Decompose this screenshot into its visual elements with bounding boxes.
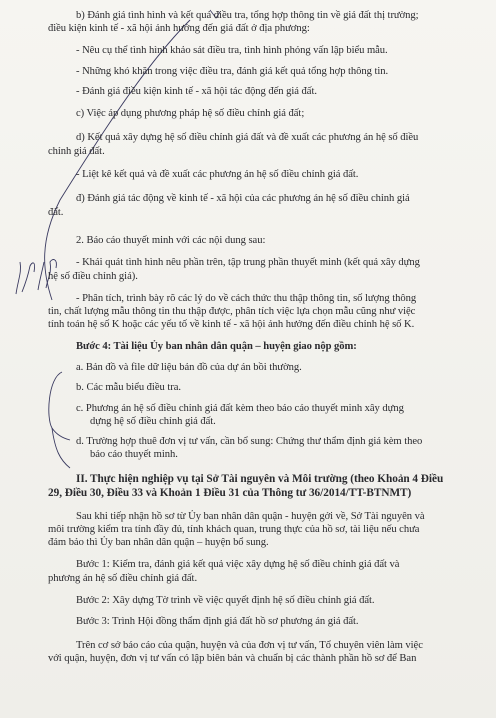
para-receive-cont2: đảm bảo thì Ủy ban nhân dân quận – huyện bổ sung. <box>48 537 269 548</box>
line-dd-cont: đất. <box>48 207 64 218</box>
section-II-title-cont: 29, Điều 30, Điều 33 và Khoản 1 Điều 31 của Thông tư 36/2014/TT-BTNMT) <box>48 487 412 499</box>
bullet-list-results: - Liệt kê kết quả và đề xuất các phương án hệ số điều chỉnh giá đất. <box>76 169 359 180</box>
step-4-title: Bước 4: Tài liệu Ủy ban nhân dân quận – huyện giao nộp gồm: <box>76 341 357 352</box>
bullet-analysis: - Phân tích, trình bày rõ các lý do về cách thức thu thập thông tin, số lượng thông <box>76 293 417 304</box>
section-2-title: 2. Báo cáo thuyết minh với các nội dung sau: <box>76 235 266 246</box>
bullet-analysis-cont1: tin, chất lượng mẫu thông tin thu thập được, phân tích việc lựa chọn mẫu cũng như việc <box>48 306 416 317</box>
step-2: Bước 2: Xây dựng Tờ trình về việc quyết định hệ số điều chỉnh giá đất. <box>76 595 375 606</box>
bullet-conditions: - Đánh giá điều kiện kinh tế - xã hội tác động đến giá đất. <box>76 86 317 97</box>
step-1-cont: phương án hệ số điều chỉnh giá đất. <box>48 573 198 584</box>
line-d-title: d) Kết quả xây dựng hệ số điều chỉnh giá đất và đề xuất các phương án hệ số điều <box>76 132 419 143</box>
para-receive: Sau khi tiếp nhận hồ sơ từ Ủy ban nhân dân quận - huyện gởi về, Sở Tài nguyên và <box>76 511 425 522</box>
line-c: c) Việc áp dụng phương pháp hệ số điều chỉnh giá đất; <box>76 108 305 119</box>
line-b-cont: điều kiện kinh tế - xã hội ảnh hưởng đến giá đất ở địa phương: <box>48 23 310 34</box>
section-II-title: II. Thực hiện nghiệp vụ tại Sở Tài nguyên và Môi trường (theo Khoản 4 Điều <box>76 473 444 485</box>
para-basis: Trên cơ sở báo cáo của quận, huyện và của đơn vị tư vấn, Tổ chuyên viên làm việc <box>76 640 423 651</box>
line-d-cont: chỉnh giá đất. <box>48 146 105 157</box>
para-basis-cont: với quận, huyện, đơn vị tư vấn có lập biên bản và chuẩn bị các thành phần hồ sơ để Ban <box>48 653 417 664</box>
bullet-analysis-cont2: tính toán hệ số K hoặc các yếu tố về kinh tế - xã hội ảnh hưởng đến điều chỉnh hệ số K. <box>48 319 415 330</box>
line-dd-title: đ) Đánh giá tác động về kinh tế - xã hội của các phương án hệ số điều chỉnh giá <box>76 193 410 204</box>
item-b: b. Các mẫu biểu điều tra. <box>76 382 181 393</box>
line-b-title: b) Đánh giá tình hình và kết quả điều tra, tổng hợp thông tin về giá đất thị trường; <box>76 10 419 21</box>
bullet-difficulties: - Những khó khăn trong việc điều tra, đánh giá kết quả tổng hợp thông tin. <box>76 66 389 77</box>
item-d: d. Trường hợp thuê đơn vị tư vấn, cần bổ sung: Chứng thư thẩm định giá kèm theo <box>76 436 423 447</box>
bullet-survey: - Nêu cụ thể tình hình khảo sát điều tra, tình hình phỏng vấn lập biểu mẫu. <box>76 45 388 56</box>
bullet-overview: - Khái quát tình hình nêu phần trên, tập trung phần thuyết minh (kết quả xây dựng <box>76 257 420 268</box>
bullet-overview-cont: hệ số điều chỉnh giá). <box>48 271 138 282</box>
handwriting-scribble-icon <box>8 232 68 302</box>
item-d-cont: báo cáo thuyết minh. <box>90 449 178 460</box>
step-1: Bước 1: Kiểm tra, đánh giá kết quả việc xây dựng hệ số điều chỉnh giá đất và <box>76 559 400 570</box>
item-a: a. Bản đồ và file dữ liệu bản đồ của dự án bồi thường. <box>76 362 302 373</box>
para-receive-cont1: môi trường kiểm tra tính đầy đủ, tính khách quan, trung thực của hồ sơ, tài liệu nếu chưa <box>48 524 420 535</box>
margin-handwriting <box>8 232 68 302</box>
step-3: Bước 3: Trình Hội đồng thẩm định giá đất hồ sơ phương án giá đất. <box>76 616 359 627</box>
item-c-cont: dựng hệ số điều chỉnh giá đất. <box>90 416 216 427</box>
item-c: c. Phương án hệ số điều chỉnh giá đất kèm theo báo cáo thuyết minh xây dựng <box>76 403 404 414</box>
